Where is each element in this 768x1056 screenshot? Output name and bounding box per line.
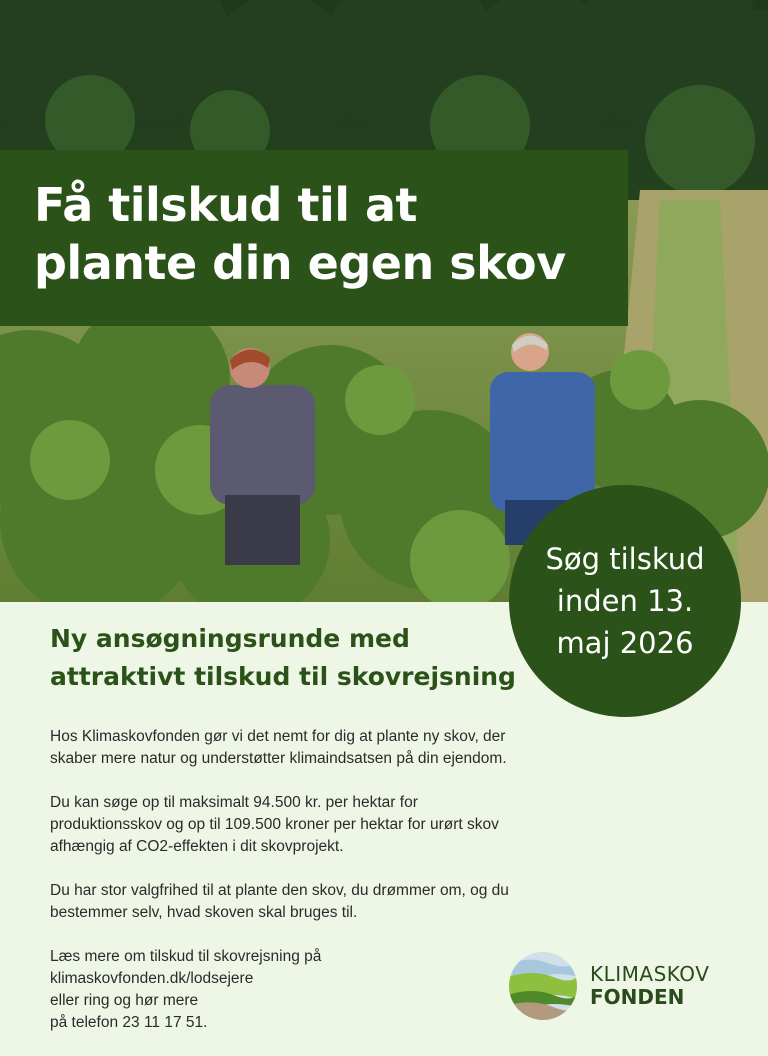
paragraph-contact: Læs mere om tilskud til skovrejsning på klimaskovfonden.dk/lodsejere eller ring og hør mere på telefon 23 11 17 51. <box>50 948 322 1031</box>
headline-banner <box>0 150 628 326</box>
headline-line-1: Få tilskud til at <box>34 178 418 232</box>
logo-line-2: FONDEN <box>590 985 685 1009</box>
headline-line-2: plante din egen skov <box>34 236 566 290</box>
logo-line-1: KLIMASKOV <box>590 962 710 986</box>
deadline-text: Søg tilskud inden 13. maj 2026 <box>545 542 705 660</box>
logo-wordmark <box>590 963 709 1009</box>
paragraph-intro: Hos Klimaskovfonden gør vi det nemt for dig at plante ny skov, der skaber mere natur og understøtter klimaindsatsen på din ejendom. <box>50 728 507 767</box>
paragraph-amounts: Du kan søge op til maksimalt 94.500 kr. per hektar for produktionsskov og op til 109.500 kroner per hektar for urørt skov afhængig af CO2-effekten i dit skovprojekt. <box>50 794 499 855</box>
body-content <box>50 620 516 1056</box>
klimaskovfonden-logo <box>508 951 709 1021</box>
paragraph-freedom: Du har stor valgfrihed til at plante den skov, du drømmer om, og du bestemmer selv, hvad skoven skal bruges til. <box>50 882 509 921</box>
logo-mark-icon <box>508 951 578 1021</box>
headline-title <box>34 176 594 292</box>
subheading: Ny ansøgningsrunde med attraktivt tilskud til skovrejsning <box>50 624 516 691</box>
